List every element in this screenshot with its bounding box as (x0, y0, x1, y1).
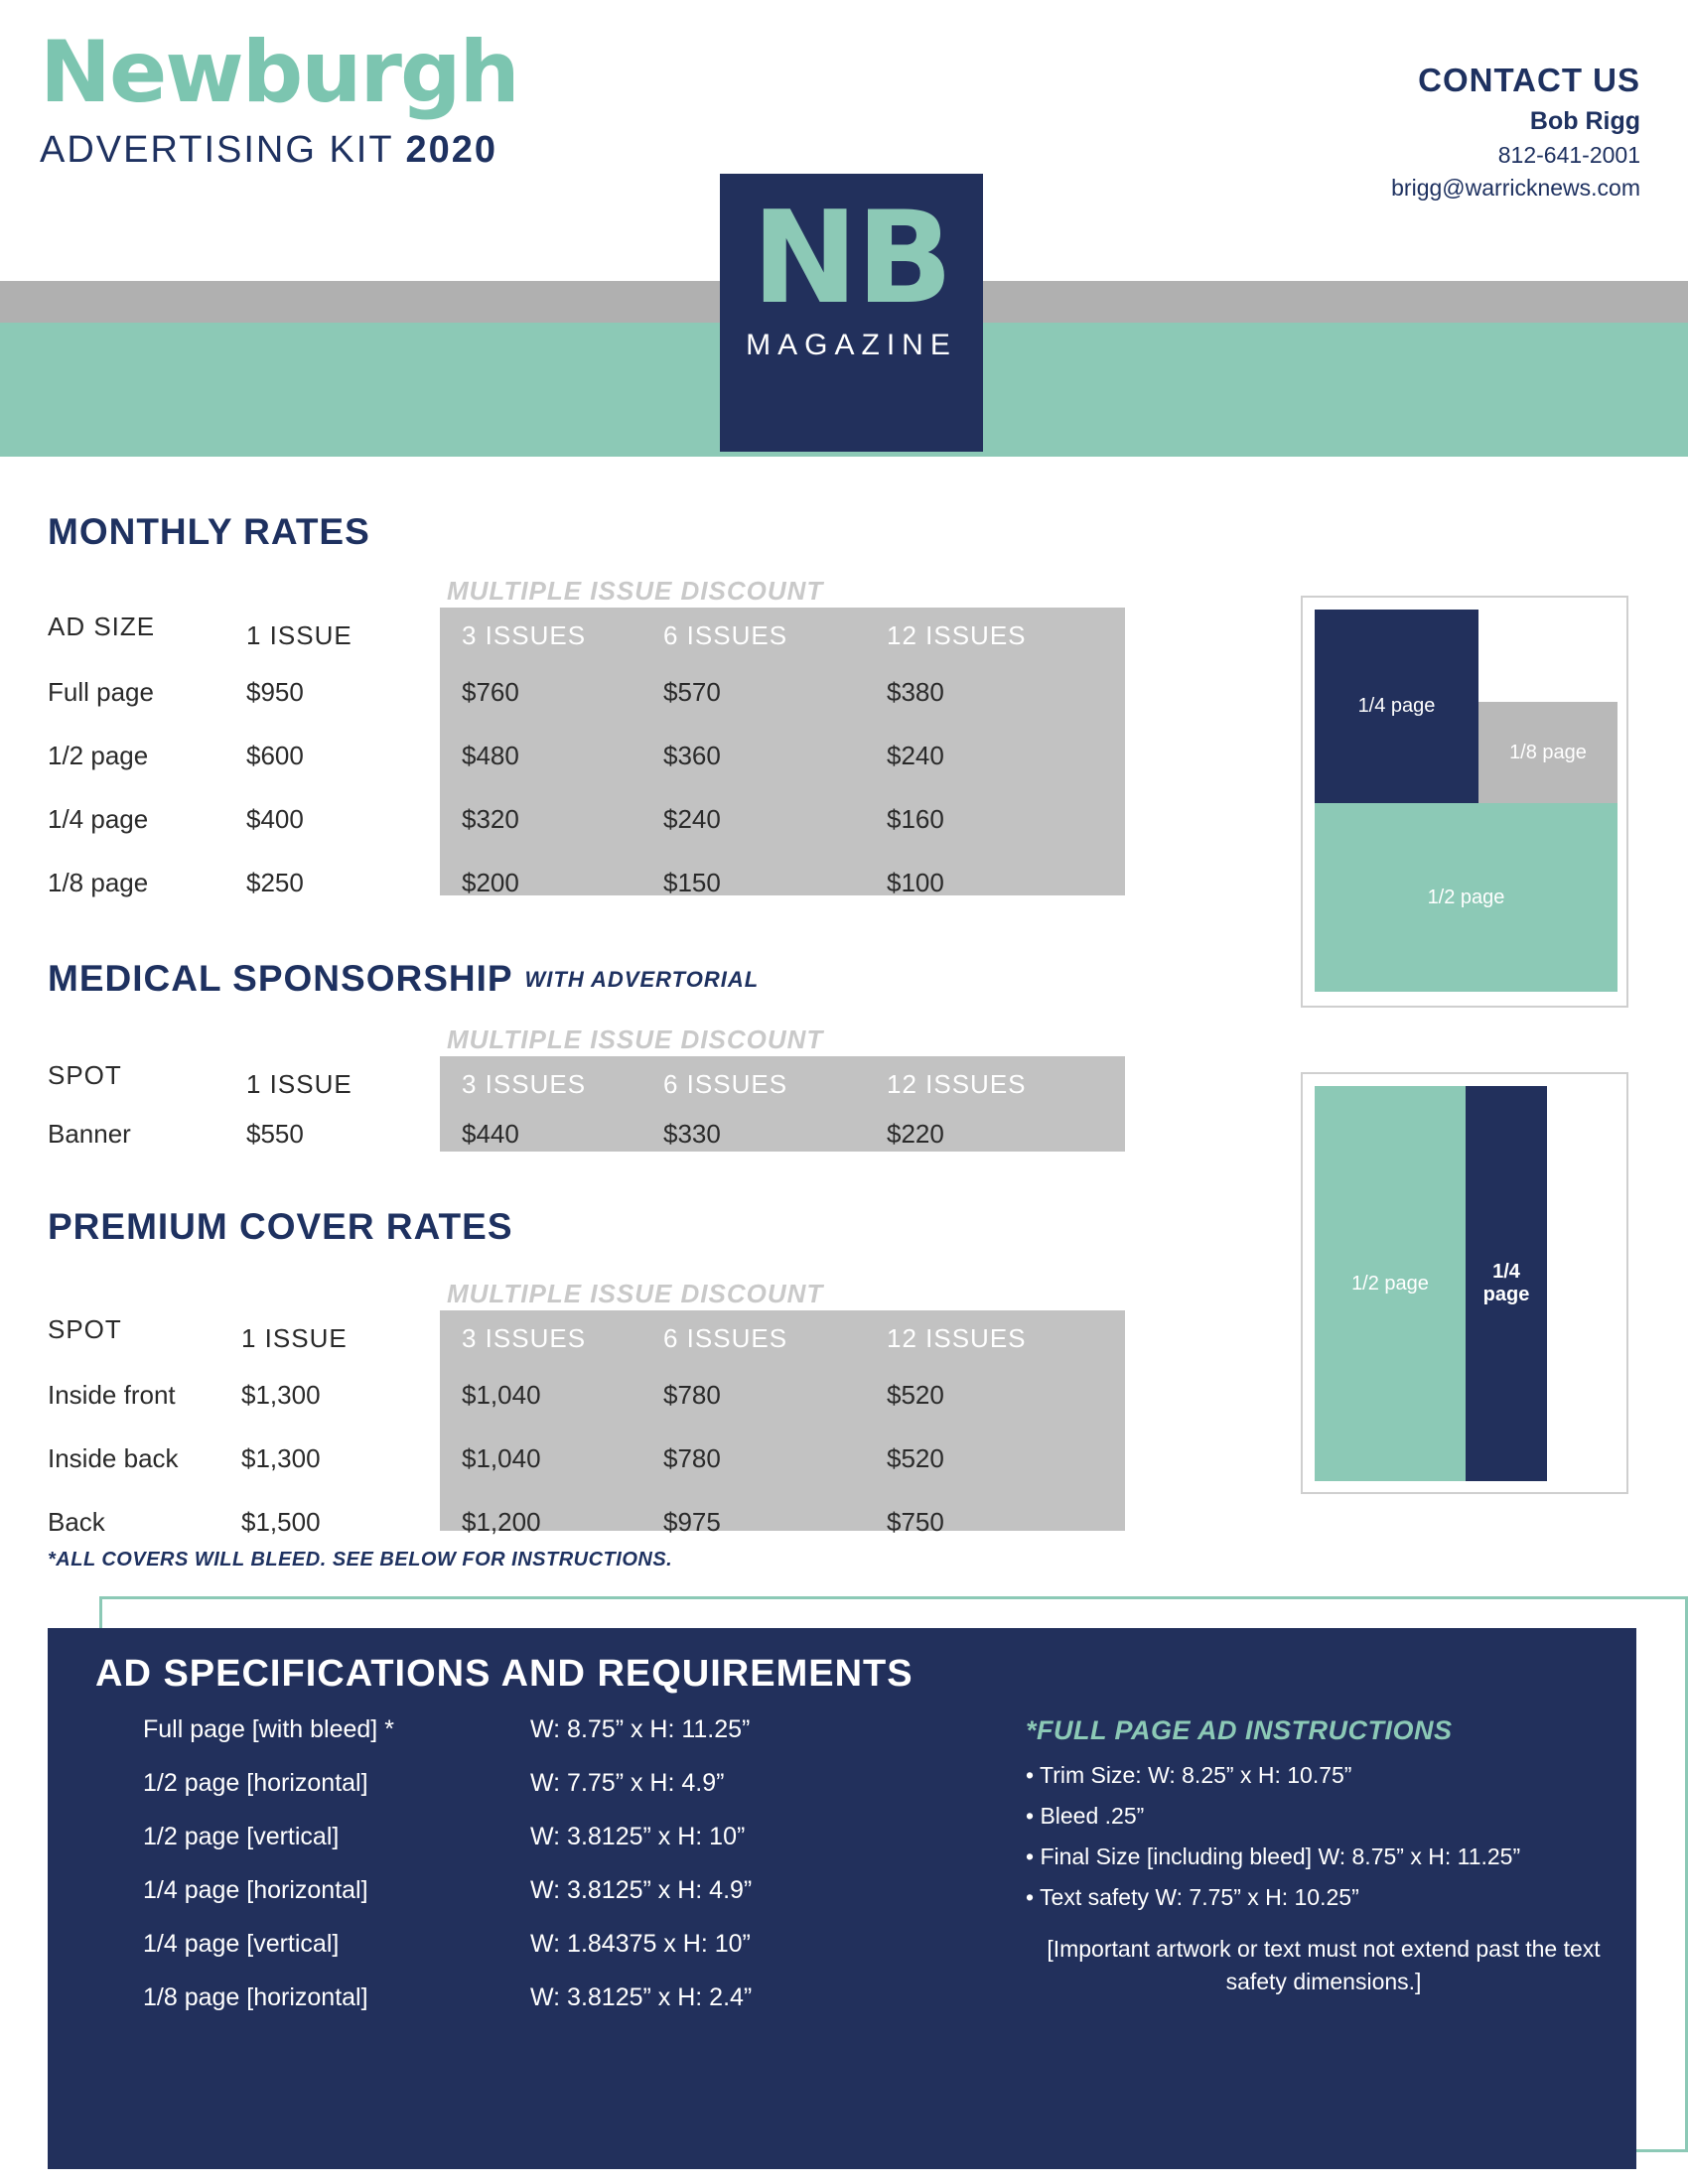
contact-name: Bob Rigg (1529, 107, 1640, 135)
layout-diagram-top (1301, 596, 1628, 1008)
monthly-discount-label: MULTIPLE ISSUE DISCOUNT (447, 576, 824, 606)
table-row (48, 724, 1120, 787)
logo-initials: NB (752, 185, 951, 333)
diagram-half-label: 1/2 page (1427, 886, 1505, 908)
brand-subtitle-text: ADVERTISING KIT (40, 129, 406, 171)
diagram-quarter-page-box (1315, 610, 1478, 803)
cell-3-issues: $760 (462, 676, 519, 707)
cell-spot: Inside front (48, 1379, 176, 1410)
cell-1-issue: $950 (246, 676, 304, 707)
cell-1-issue: $550 (246, 1118, 304, 1149)
cell-6-issues: $780 (663, 1442, 721, 1473)
header-1-issue: 1 ISSUE (246, 620, 352, 650)
spec-row (143, 1930, 977, 1959)
spec-row (143, 1983, 977, 2012)
medical-title-text: MEDICAL SPONSORSHIP (48, 958, 513, 999)
cell-3-issues: $1,040 (462, 1442, 541, 1473)
cell-12-issues: $520 (887, 1379, 944, 1410)
cell-spot: Banner (48, 1118, 131, 1149)
brand-subtitle (40, 129, 518, 172)
spec-row (143, 1823, 977, 1851)
diagram-half-page-vertical-box (1315, 1086, 1466, 1481)
ad-specifications-panel (48, 1628, 1636, 2169)
cell-ad-size: 1/8 page (48, 867, 149, 897)
header-12-issues: 12 ISSUES (887, 1069, 1027, 1099)
cell-1-issue: $600 (246, 740, 304, 770)
cell-ad-size: Full page (48, 676, 154, 707)
medical-rates-table (48, 1060, 1120, 1159)
cell-12-issues: $750 (887, 1506, 944, 1537)
cell-12-issues: $380 (887, 676, 944, 707)
spec-dimensions: W: 3.8125” x H: 10” (530, 1823, 746, 1850)
monthly-rates-title: MONTHLY RATES (48, 511, 370, 552)
header-6-issues: 6 ISSUES (663, 620, 788, 650)
diagram-quarter-vertical-label-line2: page (1482, 1284, 1530, 1305)
table-row (48, 851, 1120, 914)
cell-3-issues: $440 (462, 1118, 519, 1149)
cell-12-issues: $160 (887, 803, 944, 834)
table-row (48, 787, 1120, 851)
header-3-issues: 3 ISSUES (462, 620, 587, 650)
brand-block (40, 23, 518, 172)
covers-bleed-footnote: *ALL COVERS WILL BLEED. SEE BELOW FOR INSTRUCTIONS. (48, 1549, 673, 1570)
cell-6-issues: $360 (663, 740, 721, 770)
cell-1-issue: $1,300 (241, 1379, 321, 1410)
spec-dimensions: W: 7.75” x H: 4.9” (530, 1769, 725, 1797)
spec-dimensions: W: 1.84375 x H: 10” (530, 1930, 751, 1958)
spec-row (143, 1876, 977, 1905)
contact-phone[interactable]: 812-641-2001 (1497, 142, 1640, 168)
premium-cover-section (48, 1206, 1120, 1248)
spec-name: 1/4 page [horizontal] (143, 1876, 368, 1904)
spec-dimensions: W: 3.8125” x H: 2.4” (530, 1983, 753, 2011)
instructions-note: [Important artwork or text must not extend past the text safety dimensions.] (1047, 1936, 1601, 1995)
premium-discount-label: MULTIPLE ISSUE DISCOUNT (447, 1279, 824, 1308)
cell-3-issues: $1,040 (462, 1379, 541, 1410)
header-3-issues: 3 ISSUES (462, 1069, 587, 1099)
contact-block (1391, 62, 1640, 202)
diagram-eighth-label: 1/8 page (1509, 741, 1587, 763)
cell-6-issues: $240 (663, 803, 721, 834)
header-spot: SPOT (48, 1314, 122, 1344)
spec-name: 1/4 page [vertical] (143, 1930, 340, 1958)
table-header-row (48, 612, 1120, 660)
cell-12-issues: $100 (887, 867, 944, 897)
medical-discount-label: MULTIPLE ISSUE DISCOUNT (447, 1024, 824, 1054)
instruction-item: • Final Size [including bleed] W: 8.75” x H: 11.25” (1026, 1843, 1521, 1869)
diagram-quarter-page-vertical-box (1466, 1086, 1547, 1481)
cell-12-issues: $220 (887, 1118, 944, 1149)
instruction-item: • Text safety W: 7.75” x H: 10.25” (1026, 1884, 1359, 1910)
header-3-issues: 3 ISSUES (462, 1323, 587, 1353)
cell-1-issue: $250 (246, 867, 304, 897)
medical-title (48, 958, 1120, 1000)
spec-name: 1/8 page [horizontal] (143, 1983, 368, 2011)
header-12-issues: 12 ISSUES (887, 1323, 1027, 1353)
spec-list (143, 1715, 977, 2037)
brand-title: Newburgh (40, 23, 518, 122)
monthly-rates-section (48, 511, 1120, 553)
spec-panel-title: AD SPECIFICATIONS AND REQUIREMENTS (95, 1653, 914, 1695)
header-1-issue: 1 ISSUE (246, 1069, 352, 1099)
layout-diagram-bottom (1301, 1072, 1628, 1494)
diagram-quarter-label: 1/4 page (1357, 695, 1436, 717)
table-row (48, 1109, 1120, 1159)
cell-1-issue: $1,300 (241, 1442, 321, 1473)
spec-name: Full page [with bleed] * (143, 1715, 394, 1743)
instruction-item: • Bleed .25” (1026, 1803, 1145, 1829)
spec-row (143, 1715, 977, 1744)
logo-wordmark: MAGAZINE (746, 329, 957, 361)
cell-6-issues: $780 (663, 1379, 721, 1410)
header-6-issues: 6 ISSUES (663, 1323, 788, 1353)
full-page-instructions (1026, 1715, 1621, 1999)
cell-6-issues: $975 (663, 1506, 721, 1537)
header-6-issues: 6 ISSUES (663, 1069, 788, 1099)
spec-dimensions: W: 3.8125” x H: 4.9” (530, 1876, 753, 1904)
table-row (48, 1363, 1120, 1427)
cell-spot: Inside back (48, 1442, 179, 1473)
cell-ad-size: 1/4 page (48, 803, 149, 834)
cell-6-issues: $330 (663, 1118, 721, 1149)
instructions-title: *FULL PAGE AD INSTRUCTIONS (1026, 1715, 1453, 1745)
spec-name: 1/2 page [horizontal] (143, 1769, 368, 1797)
table-header-row (48, 1314, 1120, 1363)
medical-sponsorship-section (48, 958, 1120, 1000)
cell-ad-size: 1/2 page (48, 740, 149, 770)
monthly-rates-table (48, 612, 1120, 914)
cell-6-issues: $570 (663, 676, 721, 707)
cell-1-issue: $400 (246, 803, 304, 834)
cell-3-issues: $1,200 (462, 1506, 541, 1537)
diagram-eighth-page-box (1478, 702, 1618, 803)
header-1-issue: 1 ISSUE (241, 1323, 348, 1353)
instruction-item: • Trim Size: W: 8.25” x H: 10.75” (1026, 1762, 1352, 1788)
cell-1-issue: $1,500 (241, 1506, 321, 1537)
spec-dimensions: W: 8.75” x H: 11.25” (530, 1715, 751, 1743)
cell-6-issues: $150 (663, 867, 721, 897)
premium-title: PREMIUM COVER RATES (48, 1206, 513, 1247)
header-ad-size: AD SIZE (48, 612, 156, 641)
diagram-quarter-vertical-label-line1: 1/4 (1492, 1261, 1520, 1283)
medical-title-note: WITH ADVERTORIAL (524, 967, 760, 992)
table-row (48, 1490, 1120, 1554)
premium-rates-table (48, 1314, 1120, 1554)
table-row (48, 660, 1120, 724)
table-header-row (48, 1060, 1120, 1109)
cell-12-issues: $240 (887, 740, 944, 770)
nb-magazine-logo (720, 174, 983, 452)
spec-name: 1/2 page [vertical] (143, 1823, 340, 1850)
brand-year: 2020 (405, 129, 497, 171)
contact-heading: CONTACT US (1418, 62, 1640, 98)
diagram-half-page-box (1315, 803, 1618, 992)
cell-spot: Back (48, 1506, 105, 1537)
cell-3-issues: $200 (462, 867, 519, 897)
spec-row (143, 1769, 977, 1798)
contact-email[interactable]: brigg@warricknews.com (1391, 175, 1640, 201)
cell-3-issues: $320 (462, 803, 519, 834)
header-spot: SPOT (48, 1060, 122, 1090)
header-12-issues: 12 ISSUES (887, 620, 1027, 650)
table-row (48, 1427, 1120, 1490)
diagram-half-vertical-label: 1/2 page (1351, 1272, 1429, 1295)
cell-12-issues: $520 (887, 1442, 944, 1473)
cell-3-issues: $480 (462, 740, 519, 770)
